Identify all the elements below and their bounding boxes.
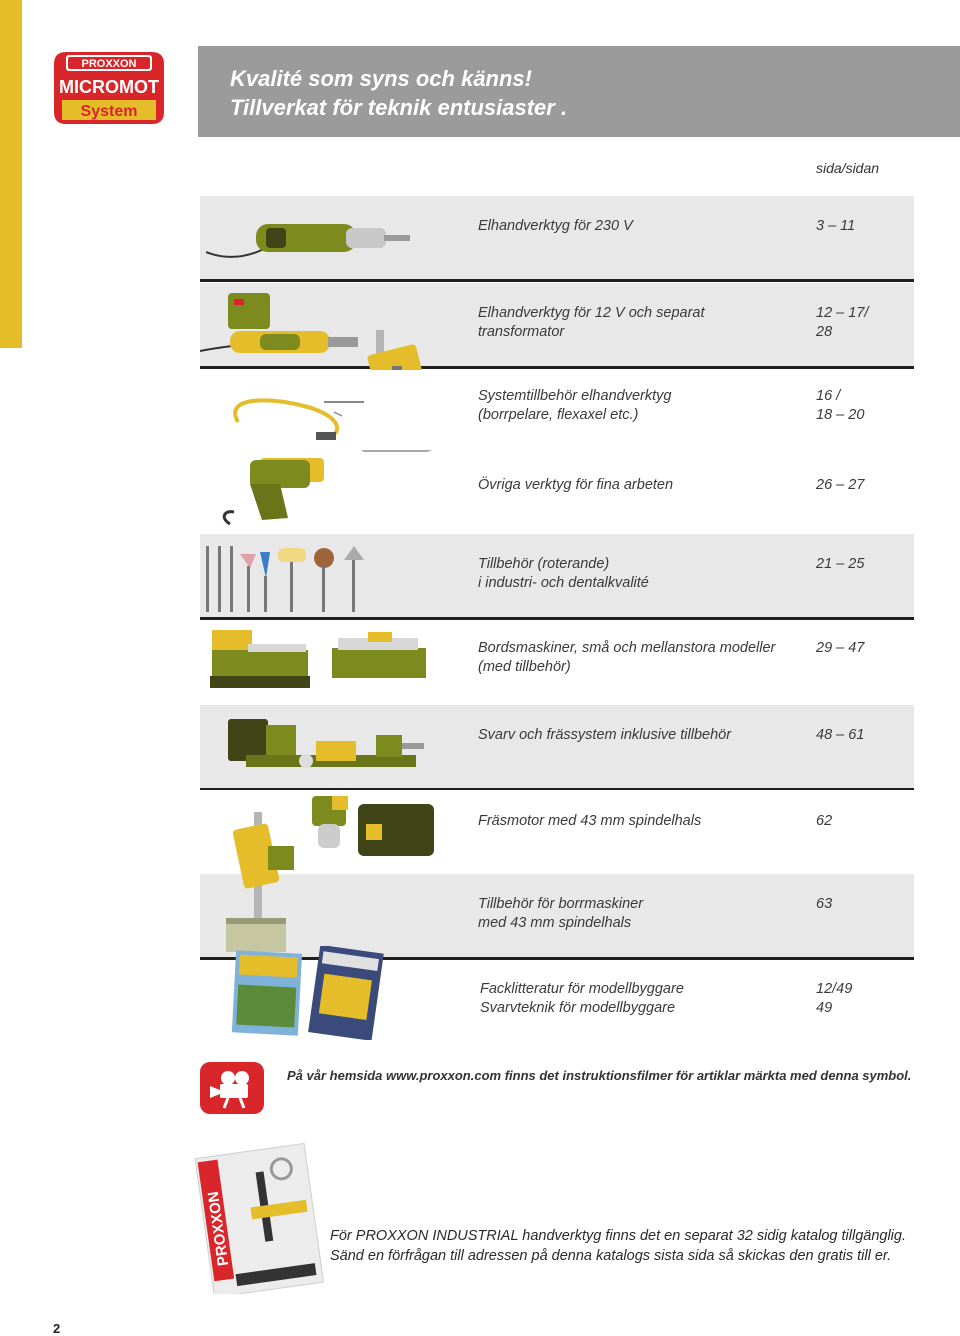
rotary-tool-230v-icon [206,210,416,270]
logo-system-text: System [80,103,138,120]
lathe-icon [226,713,436,779]
row-10-pages: 12/49 49 [816,981,853,1016]
catalog-brand-text: PROXXON [204,1190,233,1267]
video-camera-icon [200,1062,264,1114]
tagline [230,64,567,122]
hot-glue-gun-icon [210,454,330,528]
row-8-pages: 62 [816,813,833,829]
header-banner [198,46,960,137]
row-5-title: Tillbehör (roterande) i industri- och dentalkvalité [478,556,649,591]
tagline-line-1: Kvalité som syns och känns! [230,66,532,91]
row-6-pages: 29 – 47 [816,640,865,656]
logo-product-text: MICROMOT [59,77,159,97]
flex-shaft-icon [224,396,374,446]
row-4-title: Övriga verktyg för fina arbeten [478,477,674,493]
toc-row-10[interactable] [200,962,914,1044]
books-icon [230,946,400,1040]
industrial-catalog-cover [192,1142,332,1294]
row-3-title: Systemtillbehör elhandverktyg (borrpelare, flexaxel etc.) [478,388,672,423]
toc-row-1[interactable] [200,196,914,282]
row-2-pages: 12 – 17/ 28 [816,305,869,340]
yellow-side-bar [0,0,22,348]
rotary-bits-icon [204,544,374,616]
logo-brand-text: PROXXON [81,58,137,70]
row-6-title: Bordsmaskiner, små och mellanstora modeller (med tillbehör) [478,640,776,675]
toc-row-5[interactable] [200,534,914,620]
row-5-pages: 21 – 25 [816,556,865,572]
mill-motor-icon [308,794,438,864]
proxxon-micromot-logo [52,50,166,126]
toc-row-4[interactable] [200,452,914,530]
toc-row-6[interactable] [200,620,914,700]
row-7-title: Svarv och frässystem inklusive tillbehör [478,727,732,743]
row-3-pages: 16 / 18 – 20 [816,388,865,423]
tagline-line-2: Tillverkat för teknik entusiaster . [230,95,568,120]
row-7-pages: 48 – 61 [816,727,865,743]
page-column-header: sida/sidan [816,160,880,176]
page-number: 2 [53,1321,61,1336]
video-note: På vår hemsida www.proxxon.com finns det instruktionsfilmer för artiklar märkta med denna symbol. [287,1068,912,1083]
row-8-title: Fräsmotor med 43 mm spindelhals [478,813,702,829]
toc-row-3[interactable] [200,370,914,450]
industrial-catalog-note: För PROXXON INDUSTRIAL handverktyg finns det en separat 32 sidig katalog tillgänglig. Sänd en förfrågan till adressen på denna katalogs sista sida så skickas den gratis till er. [330,1228,906,1264]
row-9-pages: 63 [816,896,833,912]
bench-machines-icon [208,626,434,692]
drill-stand-43mm-icon [224,806,314,956]
row-2-title: Elhandverktyg för 12 V och separat transformator [478,305,705,340]
row-1-title: Elhandverktyg för 230 V [478,218,633,234]
rotary-tool-12v-with-transformer-icon [200,287,370,359]
toc-row-7[interactable] [200,705,914,791]
row-1-pages: 3 – 11 [816,218,856,234]
row-9-title: Tillbehör för borrmaskiner med 43 mm spindelhals [478,896,644,931]
row-10-title: Facklitteratur för modellbyggare Svarvteknik för modellbyggare [480,981,684,1016]
toc-row-2[interactable] [200,283,914,369]
row-4-pages: 26 – 27 [816,477,865,493]
